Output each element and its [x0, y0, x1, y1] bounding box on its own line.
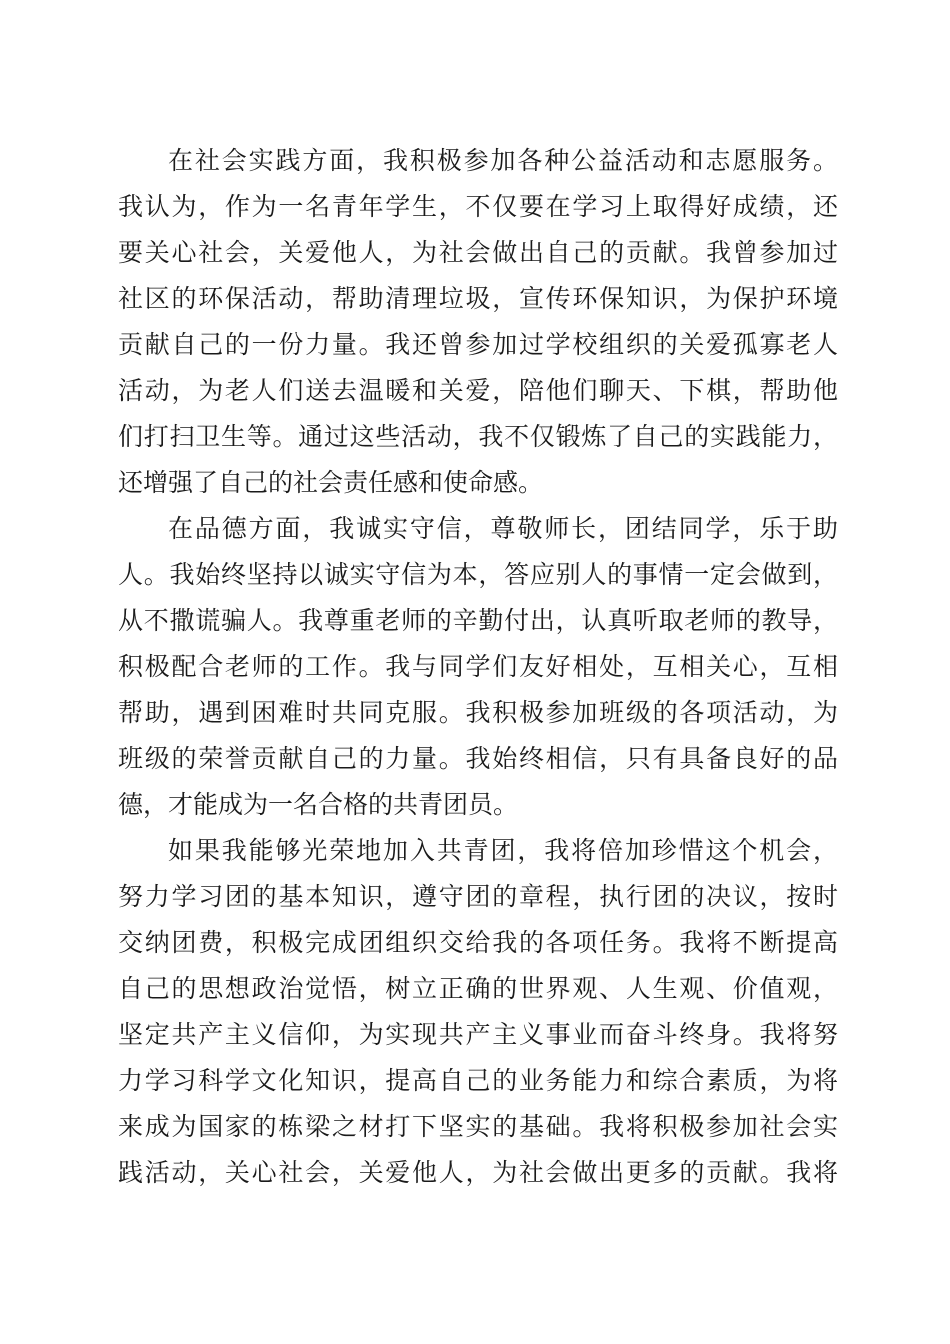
text-line: 坚定共产主义信仰，为实现共产主义事业而奋斗终身。我将努: [118, 1020, 838, 1049]
text-line: 要关心社会，关爱他人，为社会做出自己的贡献。我曾参加过: [118, 238, 838, 267]
text-line: 努力学习团的基本知识，遵守团的章程，执行团的决议，按时: [118, 882, 838, 911]
document-body: [118, 138, 838, 1196]
text-line: 人。我始终坚持以诚实守信为本，答应别人的事情一定会做到，: [118, 560, 838, 589]
text-line: 活动，为老人们送去温暖和关爱，陪他们聊天、下棋，帮助他: [118, 376, 838, 405]
text-line: 从不撒谎骗人。我尊重老师的辛勤付出，认真听取老师的教导，: [118, 606, 838, 635]
paragraph-league-commitment: [118, 828, 838, 1196]
text-line: 还增强了自己的社会责任感和使命感。: [118, 468, 544, 497]
text-line: 帮助，遇到困难时共同克服。我积极参加班级的各项活动，为: [118, 698, 838, 727]
text-line: 交纳团费，积极完成团组织交给我的各项任务。我将不断提高: [118, 928, 838, 957]
paragraph-moral-character: [118, 506, 838, 828]
paragraph-social-practice: [118, 138, 838, 506]
text-line: 来成为国家的栋梁之材打下坚实的基础。我将积极参加社会实: [118, 1112, 838, 1141]
text-line: 们打扫卫生等。通过这些活动，我不仅锻炼了自己的实践能力，: [118, 422, 838, 451]
text-line: 践活动，关心社会，关爱他人，为社会做出更多的贡献。我将: [118, 1158, 838, 1187]
text-line: 力学习科学文化知识，提高自己的业务能力和综合素质，为将: [118, 1066, 838, 1095]
text-line: 自己的思想政治觉悟，树立正确的世界观、人生观、价值观，: [118, 974, 838, 1003]
text-line: 在社会实践方面，我积极参加各种公益活动和志愿服务。: [168, 146, 838, 175]
text-line: 班级的荣誉贡献自己的力量。我始终相信，只有具备良好的品: [118, 744, 838, 773]
text-line: 社区的环保活动，帮助清理垃圾，宣传环保知识，为保护环境: [118, 284, 838, 313]
text-line: 贡献自己的一份力量。我还曾参加过学校组织的关爱孤寡老人: [118, 330, 838, 359]
text-line: 德，才能成为一名合格的共青团员。: [118, 790, 519, 819]
text-line: 在品德方面，我诚实守信，尊敬师长，团结同学，乐于助: [168, 514, 838, 543]
text-line: 我认为，作为一名青年学生，不仅要在学习上取得好成绩，还: [118, 192, 838, 221]
text-line: 积极配合老师的工作。我与同学们友好相处，互相关心，互相: [118, 652, 838, 681]
text-line: 如果我能够光荣地加入共青团，我将倍加珍惜这个机会，: [168, 836, 838, 865]
